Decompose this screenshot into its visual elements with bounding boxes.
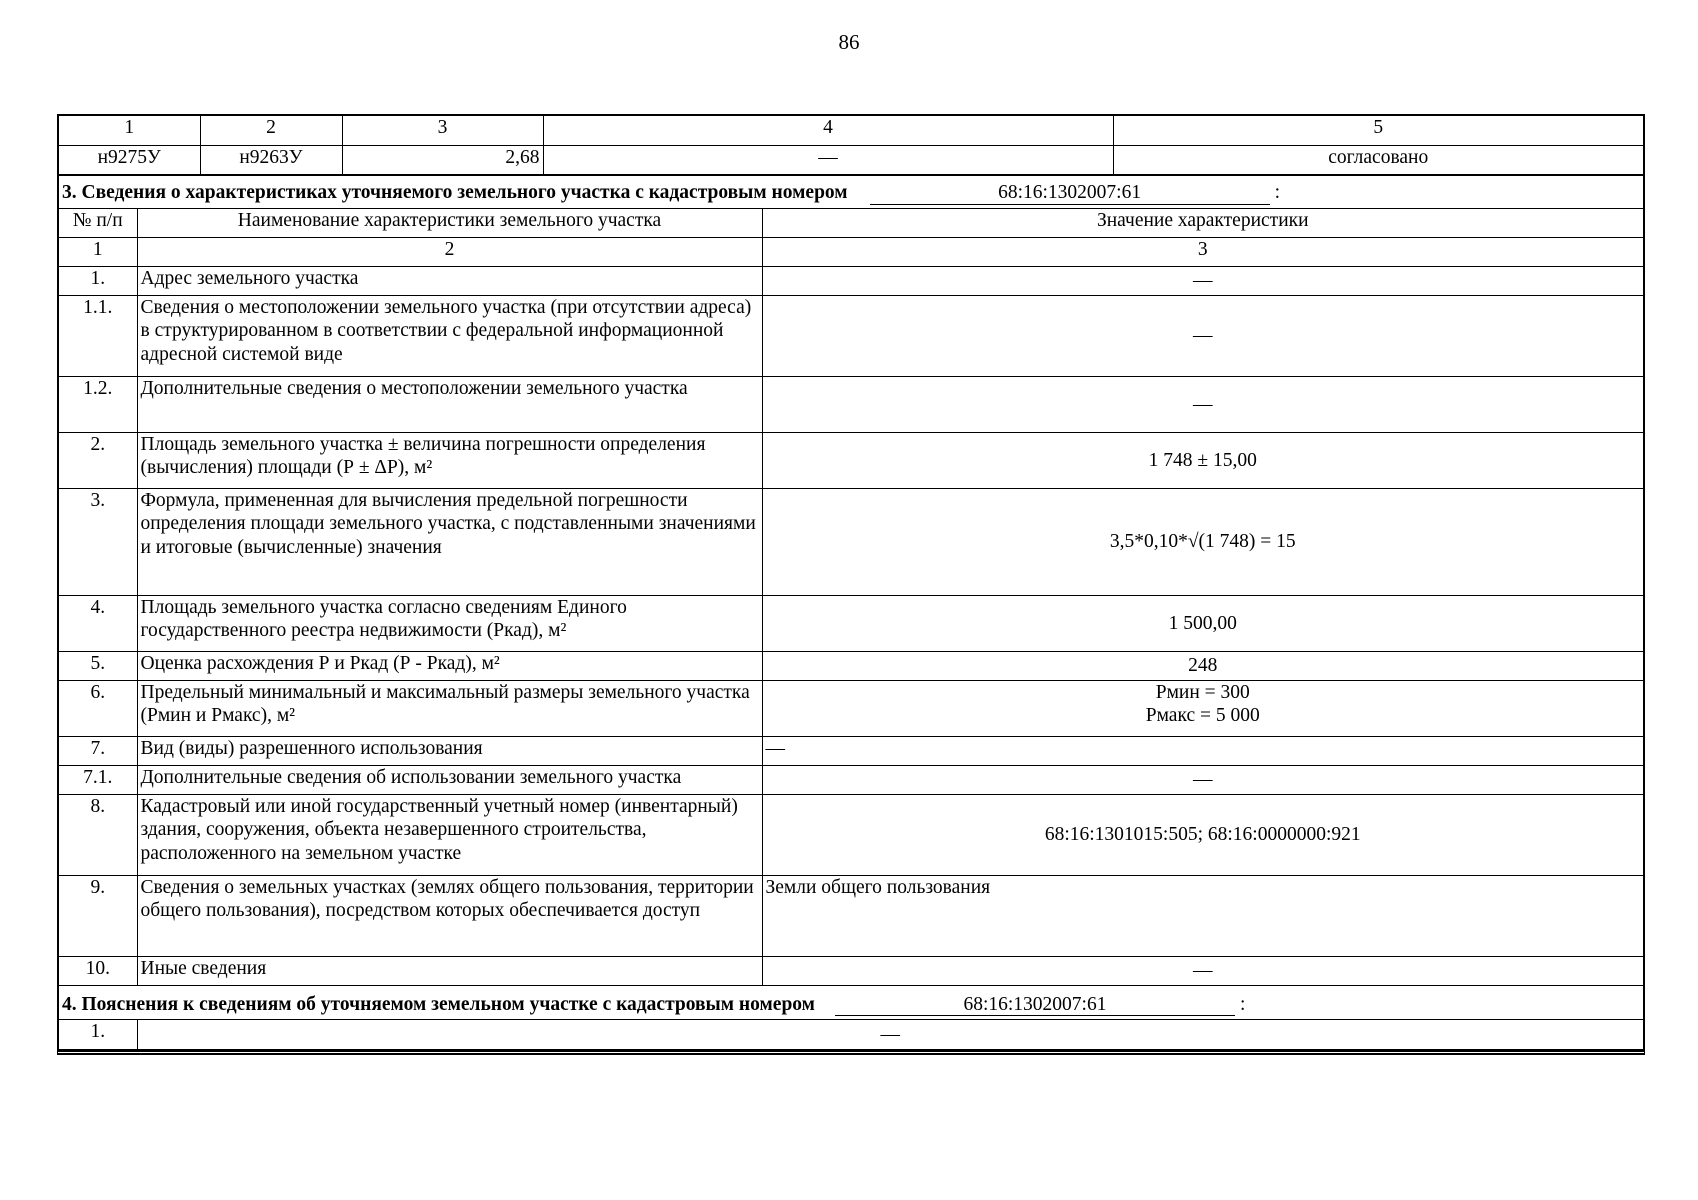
land-plot-form [57, 114, 1645, 1055]
characteristic-value: — [762, 766, 1643, 795]
agreement-status: согласовано [1113, 145, 1643, 174]
table-row [59, 433, 1643, 489]
row-number: 7.1. [59, 766, 137, 795]
characteristic-value: — [762, 957, 1643, 986]
characteristic-value: — [762, 377, 1643, 433]
row-number: 6. [59, 681, 137, 737]
row-number: 4. [59, 596, 137, 652]
page-number: 86 [838, 30, 860, 54]
characteristics-table [59, 209, 1643, 987]
section-4-heading [59, 986, 1643, 1020]
table-header-row [59, 116, 1643, 145]
column-number: 3 [762, 238, 1643, 267]
characteristic-value: 1 748 ± 15,00 [762, 433, 1643, 489]
table-row [59, 766, 1643, 795]
characteristic-name: Оценка расхождения Р и Ркад (Р - Ркад), м² [137, 652, 762, 681]
table-row [59, 652, 1643, 681]
row-number: 2. [59, 433, 137, 489]
row-number: 1. [59, 267, 137, 296]
characteristic-name: Кадастровый или иной государственный учетный номер (инвентарный) здания, сооружения, объекта незавершенного строительства, расположенного на земельном участке [137, 795, 762, 876]
table-row [59, 681, 1643, 737]
table-row [59, 145, 1643, 174]
section-3-cadastral-number: 68:16:1302007:61 [870, 183, 1270, 204]
characteristic-name: Дополнительные сведения о местоположении земельного участка [137, 377, 762, 433]
max-area-value: Рмакс = 5 000 [1145, 705, 1260, 727]
characteristic-name: Вид (виды) разрешенного использования [137, 737, 762, 766]
table-header-row [59, 209, 1643, 238]
section-4-colon: : [1239, 993, 1246, 1015]
column-number: 2 [200, 116, 342, 145]
table-row [59, 489, 1643, 596]
row-number: 1. [59, 1020, 137, 1049]
characteristic-name: Дополнительные сведения об использовании земельного участка [137, 766, 762, 795]
characteristic-value: 68:16:1301015:505; 68:16:0000000:921 [762, 795, 1643, 876]
section-4-title: 4. Пояснения к сведениям об уточняемом земельном участке с кадастровым номером [62, 993, 815, 1015]
distance-value: 2,68 [342, 145, 543, 174]
table-row [59, 377, 1643, 433]
point-to: н9263У [200, 145, 342, 174]
column-number: 1 [59, 238, 137, 267]
column-number: 4 [543, 116, 1113, 145]
point-from: н9275У [59, 145, 200, 174]
characteristic-value-cell [762, 681, 1643, 737]
characteristic-value: — [762, 737, 1643, 766]
row-number: 8. [59, 795, 137, 876]
min-area-value: Рмин = 300 [1155, 682, 1250, 703]
table-row [59, 296, 1643, 377]
header-index: № п/п [59, 209, 137, 238]
section-3-title: 3. Сведения о характеристиках уточняемого земельного участка с кадастровым номером [62, 182, 848, 204]
characteristic-name: Предельный минимальный и максимальный размеры земельного участка (Рмин и Рмакс), м² [137, 681, 762, 737]
table-header-numbers-row [59, 238, 1643, 267]
table-row [59, 267, 1643, 296]
row-number: 9. [59, 876, 137, 957]
table-row [59, 795, 1643, 876]
table-row [59, 596, 1643, 652]
section-3-colon: : [1274, 182, 1281, 204]
table-row [59, 876, 1643, 957]
row-number: 10. [59, 957, 137, 986]
description-value: — [543, 145, 1113, 174]
characteristic-value: — [762, 267, 1643, 296]
characteristic-value: 248 [762, 652, 1643, 681]
row-number: 3. [59, 489, 137, 596]
characteristic-name: Формула, примененная для вычисления предельной погрешности определения площади земельного участка, с подставленными значениями и итоговые (вычисленные) значения [137, 489, 762, 596]
column-number: 1 [59, 116, 200, 145]
explanations-table [59, 1020, 1643, 1050]
column-number: 5 [1113, 116, 1643, 145]
characteristic-name: Площадь земельного участка ± величина погрешности определения (вычисления) площади (Р ± ΔР), м² [137, 433, 762, 489]
section-3-heading [59, 175, 1643, 209]
row-number: 7. [59, 737, 137, 766]
row-number: 5. [59, 652, 137, 681]
column-number: 2 [137, 238, 762, 267]
table-row [59, 957, 1643, 986]
header-name: Наименование характеристики земельного участка [137, 209, 762, 238]
characteristic-name: Адрес земельного участка [137, 267, 762, 296]
header-value: Значение характеристики [762, 209, 1643, 238]
characteristic-value: Земли общего пользования [762, 876, 1643, 957]
table-row [59, 737, 1643, 766]
characteristic-name: Сведения о земельных участках (землях общего пользования, территории общего пользования), посредством которых обеспечивается доступ [137, 876, 762, 957]
column-number: 3 [342, 116, 543, 145]
characteristic-value: 3,5*0,10*√(1 748) = 15 [762, 489, 1643, 596]
characteristic-name: Иные сведения [137, 957, 762, 986]
row-number: 1.1. [59, 296, 137, 377]
characteristic-name: Площадь земельного участка согласно сведениям Единого государственного реестра недвижимости (Ркад), м² [137, 596, 762, 652]
characteristic-value: 1 500,00 [762, 596, 1643, 652]
table-row [59, 1020, 1643, 1049]
boundary-agreement-table [59, 116, 1643, 175]
explanation-value: — [137, 1020, 1643, 1049]
characteristic-name: Сведения о местоположении земельного участка (при отсутствии адреса) в структурированном в соответствии с федеральной информационной адресной системой виде [137, 296, 762, 377]
section-4-cadastral-number: 68:16:1302007:61 [835, 995, 1235, 1016]
row-number: 1.2. [59, 377, 137, 433]
characteristic-value: — [762, 296, 1643, 377]
